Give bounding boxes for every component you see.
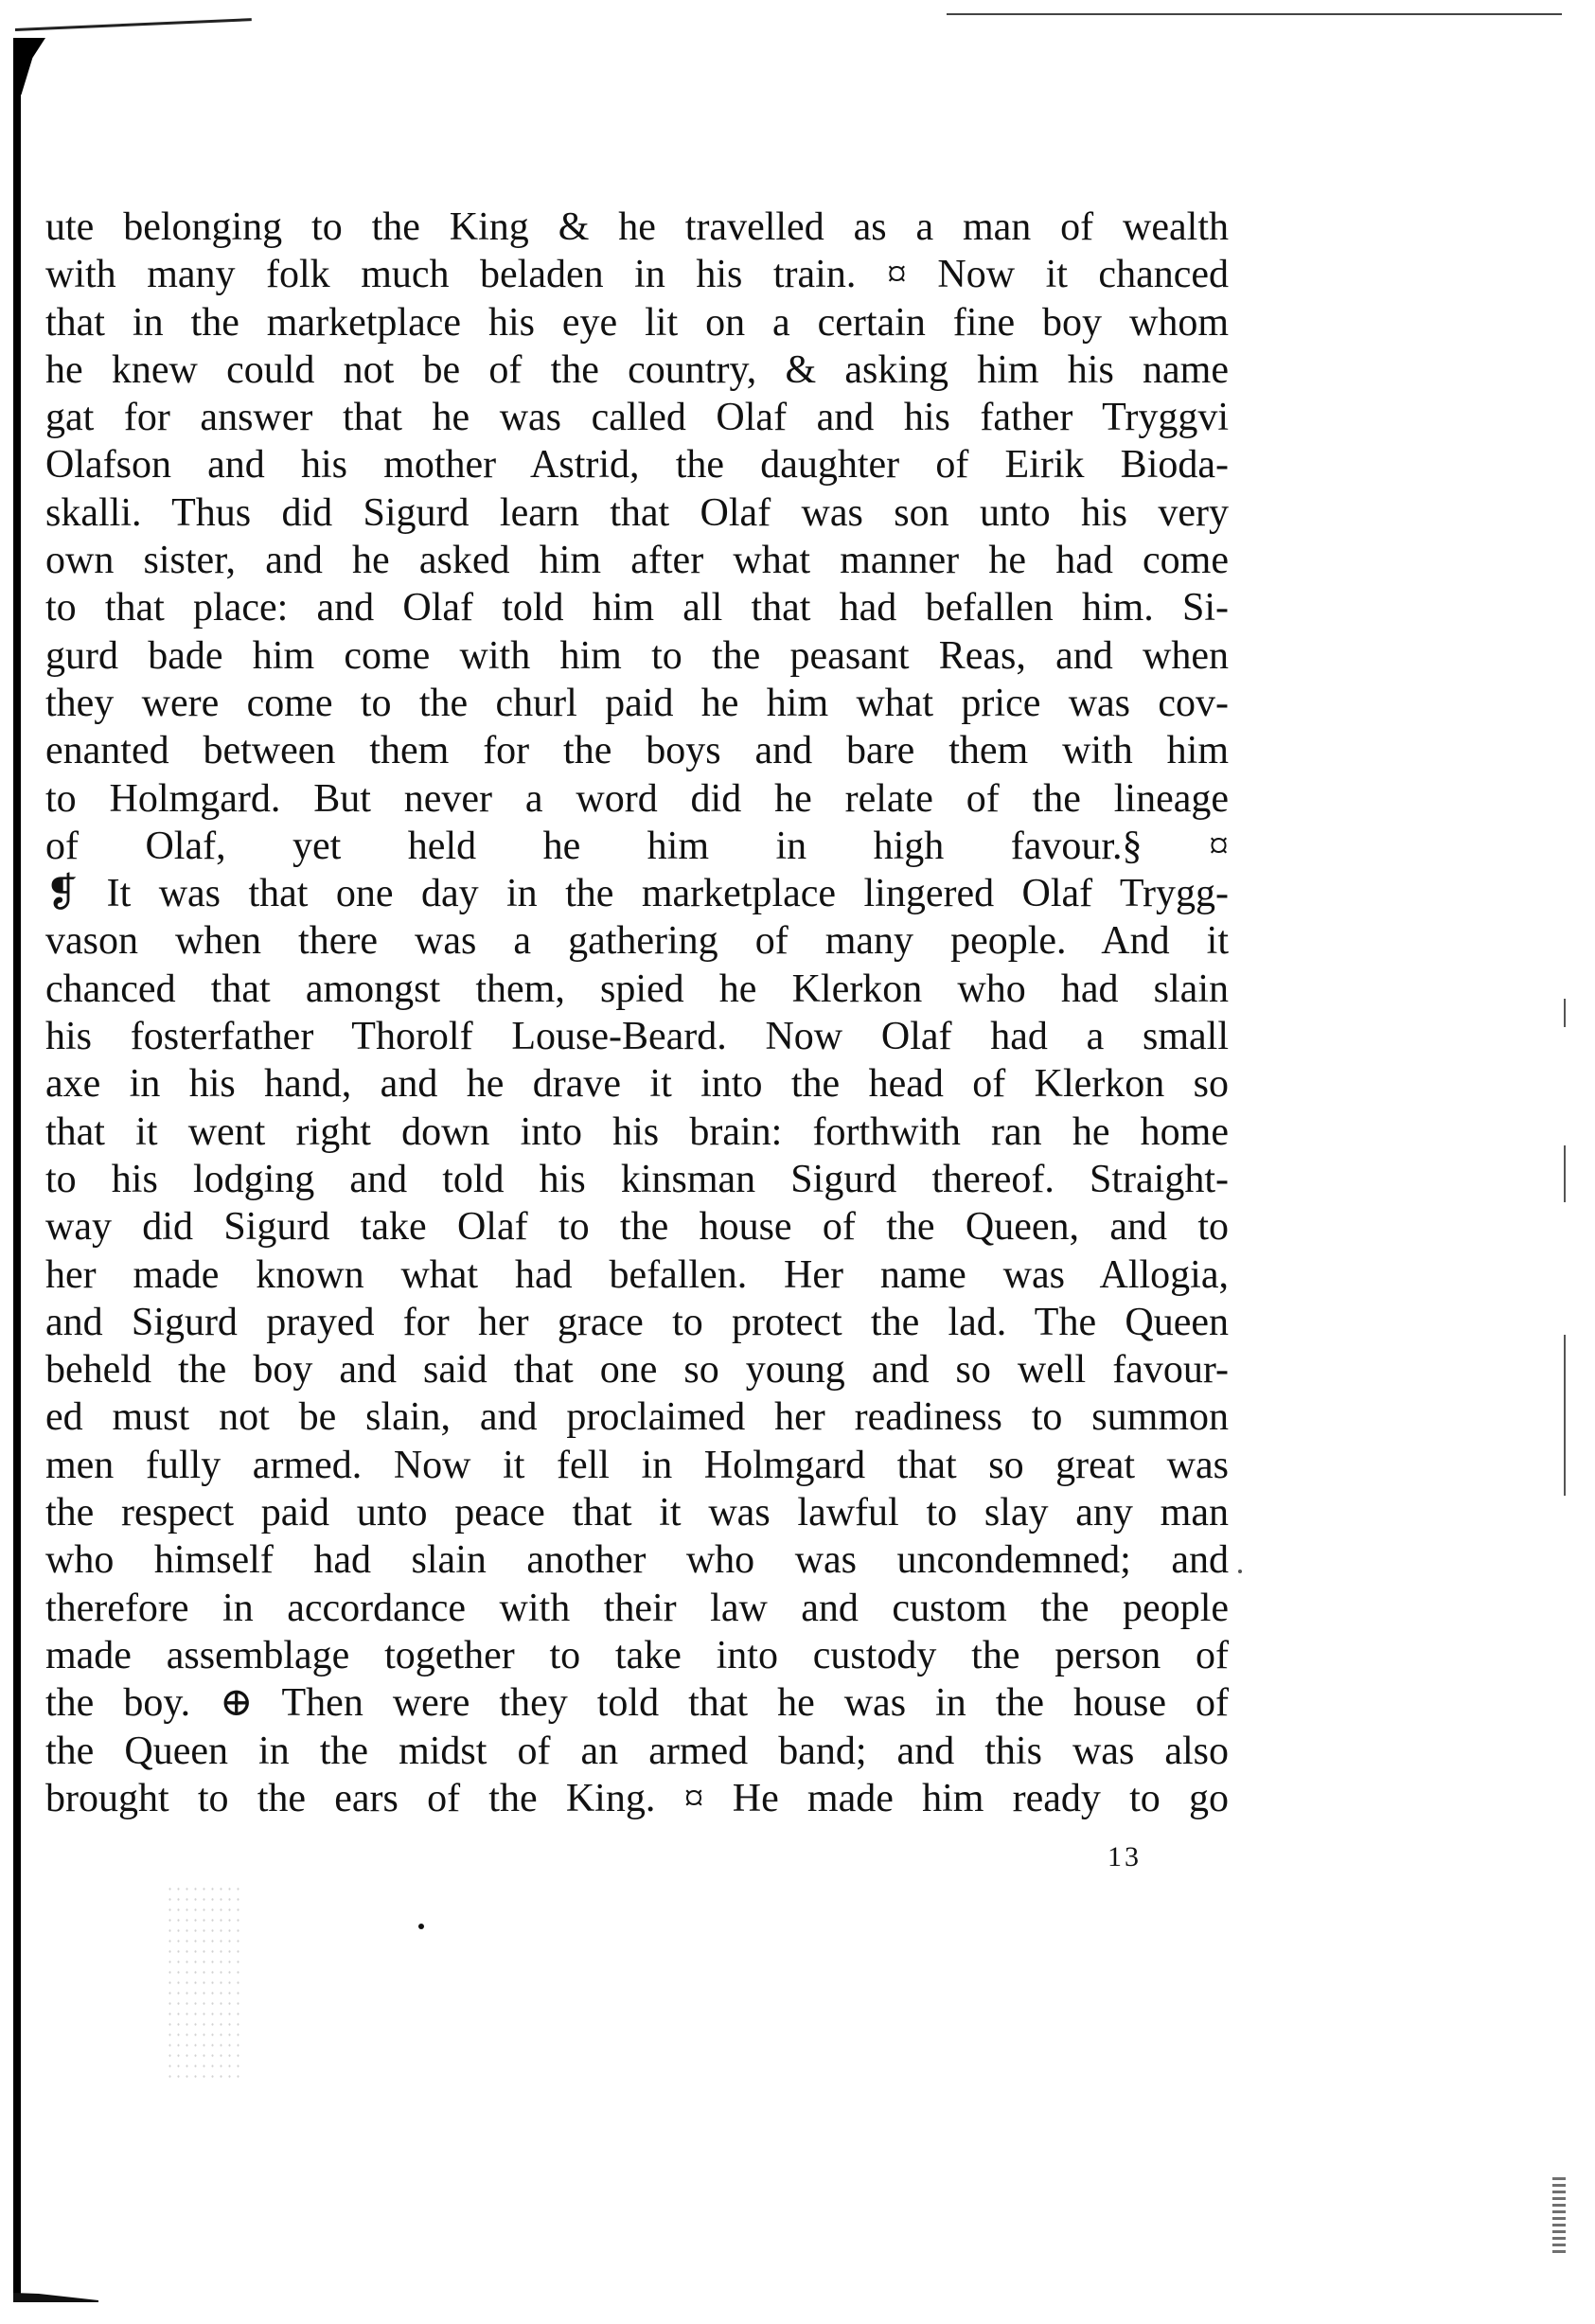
- text-line: that it went right down into his brain: forthwith ran he home: [45, 1109, 1229, 1154]
- scan-top-rule: [947, 13, 1562, 15]
- scan-edge-right-scrap: [1552, 2177, 1566, 2253]
- text-line: brought to the ears of the King. ¤ He made him ready to go: [45, 1776, 1229, 1820]
- text-line: ed must not be slain, and proclaimed her readiness to summon: [45, 1395, 1229, 1440]
- text-line: with many folk much beladen in his train. ¤ Now it chanced: [45, 253, 1229, 297]
- text-line: own sister, and he asked him after what manner he had come: [45, 539, 1229, 583]
- text-line: to his lodging and told his kinsman Sigurd thereof. Straight-: [45, 1157, 1229, 1201]
- scan-mark: [1564, 999, 1566, 1027]
- text-line: of Olaf, yet held he him in high favour.§ ¤: [45, 824, 1229, 868]
- text-line: vason when there was a gathering of many people. And it: [45, 919, 1229, 964]
- text-line: that in the marketplace his eye lit on a certain fine boy whom: [45, 300, 1229, 345]
- text-line: axe in his hand, and he drave it into the head of Klerkon so: [45, 1062, 1229, 1107]
- scan-edge-bottom-left: [13, 2293, 98, 2302]
- text-line: he knew could not be of the country, & asking him his name: [45, 347, 1229, 392]
- text-line: skalli. Thus did Sigurd learn that Olaf was son unto his very: [45, 490, 1229, 535]
- page-number: 13: [1108, 1841, 1142, 1872]
- text-line: the boy. ⊕ Then were they told that he was in the house of: [45, 1681, 1229, 1726]
- text-line: enanted between them for the boys and bare them with him: [45, 729, 1229, 773]
- scan-edge-top-left: [15, 18, 252, 31]
- scan-edge-left: [13, 57, 21, 2296]
- scan-mark: [1564, 1335, 1566, 1496]
- text-line: and Sigurd prayed for her grace to protect the lad. The Queen: [45, 1300, 1229, 1344]
- scan-dot: [418, 1924, 424, 1929]
- text-line: who himself had slain another who was uncondemned; and: [45, 1538, 1229, 1583]
- text-line: way did Sigurd take Olaf to the house of the Queen, and to: [45, 1205, 1229, 1250]
- scan-mark: [1238, 1570, 1242, 1573]
- text-line: chanced that amongst them, spied he Klerkon who had slain: [45, 967, 1229, 1011]
- text-line: gurd bade him come with him to the peasant Reas, and when: [45, 633, 1229, 678]
- text-line: Olafson and his mother Astrid, the daughter of Eirik Bioda-: [45, 443, 1229, 488]
- scan-mark: [1564, 1145, 1566, 1202]
- text-line: the respect paid unto peace that it was lawful to slay any man: [45, 1491, 1229, 1535]
- text-line: gat for answer that he was called Olaf and his father Tryggvi: [45, 396, 1229, 440]
- text-line: her made known what had befallen. Her name was Allogia,: [45, 1252, 1229, 1297]
- text-line: ❡ It was that one day in the marketplace lingered Olaf Trygg-: [45, 872, 1229, 916]
- text-line: beheld the boy and said that one so young and so well favour-: [45, 1348, 1229, 1393]
- text-line: they were come to the churl paid he him what price was cov-: [45, 681, 1229, 725]
- text-line: his fosterfather Thorolf Louse-Beard. Now Olaf had a small: [45, 1015, 1229, 1059]
- scan-speckle: [166, 1884, 241, 2083]
- text-line: to that place: and Olaf told him all that had befallen him. Si-: [45, 586, 1229, 630]
- text-line: made assemblage together to take into custody the person of: [45, 1633, 1229, 1677]
- text-line: the Queen in the midst of an armed band; and this was also: [45, 1729, 1229, 1773]
- text-line: ute belonging to the King & he travelled as a man of wealth: [45, 205, 1229, 249]
- page-body-text: [45, 204, 1229, 1822]
- text-line: therefore in accordance with their law and custom the people: [45, 1586, 1229, 1630]
- text-line: to Holmgard. But never a word did he relate of the lineage: [45, 776, 1229, 821]
- text-line: men fully armed. Now it fell in Holmgard that so great was: [45, 1443, 1229, 1487]
